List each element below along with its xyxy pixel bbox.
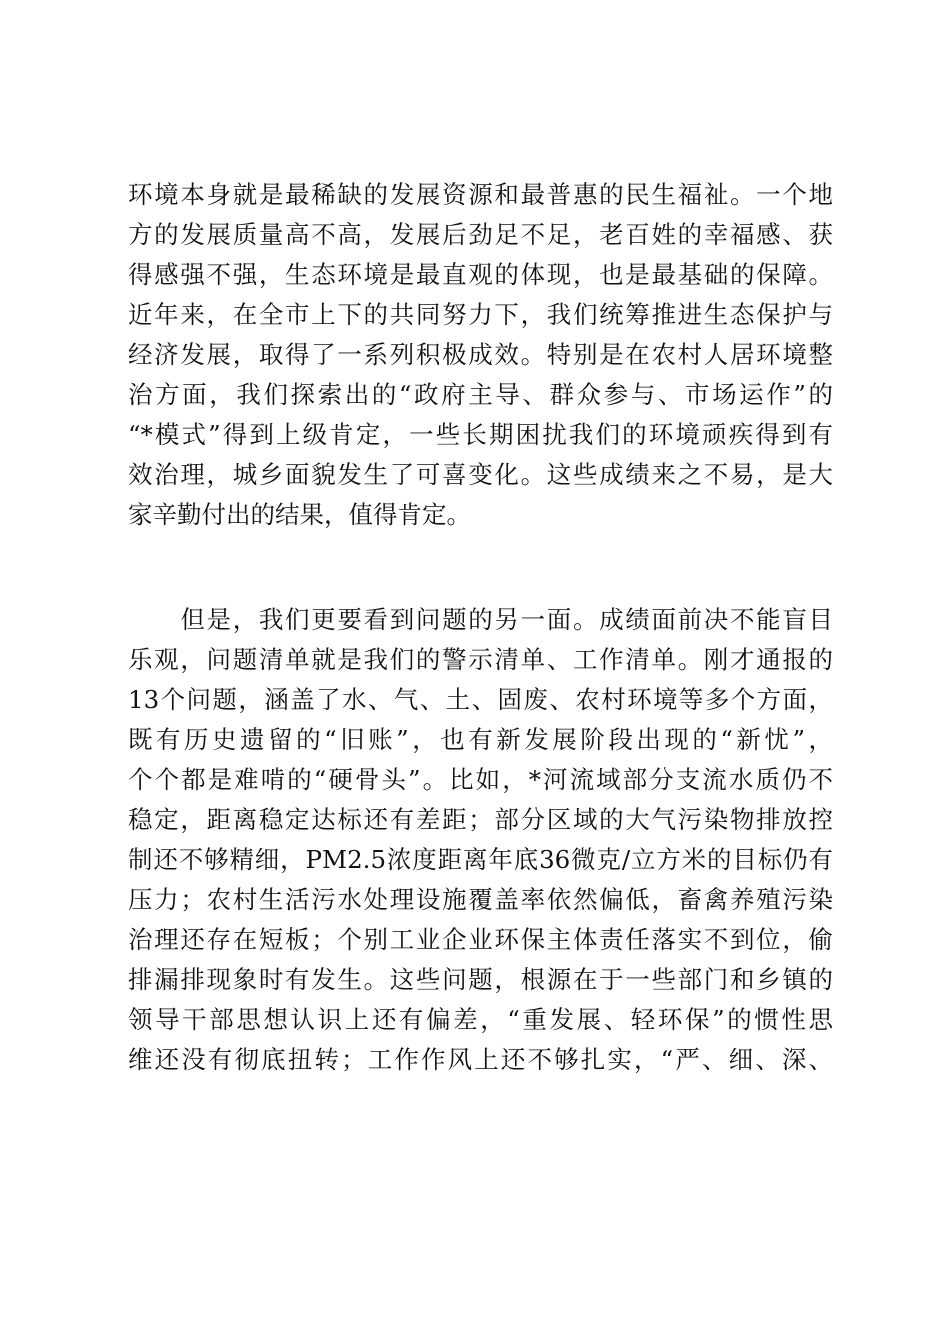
text-line: 稳定，距离稳定达标还有差距；部分区域的大气污染物排放控: [128, 805, 833, 834]
text-line: 得感强不强，生态环境是最直观的体现，也是最基础的保障。: [128, 260, 833, 289]
text-line: “*模式”得到上级肯定，一些长期困扰我们的环境顽疾得到有: [128, 420, 833, 449]
text-line: 环境本身就是最稀缺的发展资源和最普惠的民生福祉。一个地: [128, 180, 833, 209]
text-line: 近年来，在全市上下的共同努力下，我们统筹推进生态保护与: [128, 300, 833, 329]
text-line: 领导干部思想认识上还有偏差，“重发展、轻环保”的惯性思: [128, 1005, 833, 1034]
paragraph-problems: [128, 600, 833, 1080]
paragraph-achievements: [128, 175, 833, 535]
text-line: 排漏排现象时有发生。这些问题，根源在于一些部门和乡镇的: [128, 965, 833, 994]
text-line: 维还没有彻底扭转；工作作风上还不够扎实，“严、细、深、: [128, 1045, 833, 1074]
text-line: 方的发展质量高不高，发展后劲足不足，老百姓的幸福感、获: [128, 220, 833, 249]
text-line: 经济发展，取得了一系列积极成效。特别是在农村人居环境整: [128, 340, 833, 369]
text-line: 制还不够精细，PM2.5浓度距离年底36微克/立方米的目标仍有: [128, 845, 833, 874]
text-line: 但是，我们更要看到问题的另一面。成绩面前决不能盲目: [128, 605, 833, 634]
text-line: 效治理，城乡面貌发生了可喜变化。这些成绩来之不易，是大: [128, 460, 833, 489]
text-line: 既有历史遗留的“旧账”，也有新发展阶段出现的“新忧”，: [128, 725, 833, 754]
text-line: 治理还存在短板；个别工业企业环保主体责任落实不到位，偷: [128, 925, 833, 954]
text-line: 乐观，问题清单就是我们的警示清单、工作清单。刚才通报的: [128, 645, 833, 674]
text-line: 治方面，我们探索出的“政府主导、群众参与、市场运作”的: [128, 380, 833, 409]
text-line: 压力；农村生活污水处理设施覆盖率依然偏低，畜禽养殖污染: [128, 885, 833, 914]
text-line: 家辛勤付出的结果，值得肯定。: [128, 500, 471, 529]
text-line: 个个都是难啃的“硬骨头”。比如，*河流域部分支流水质仍不: [128, 765, 833, 794]
text-line: 13个问题，涵盖了水、气、土、固废、农村环境等多个方面，: [128, 685, 833, 714]
